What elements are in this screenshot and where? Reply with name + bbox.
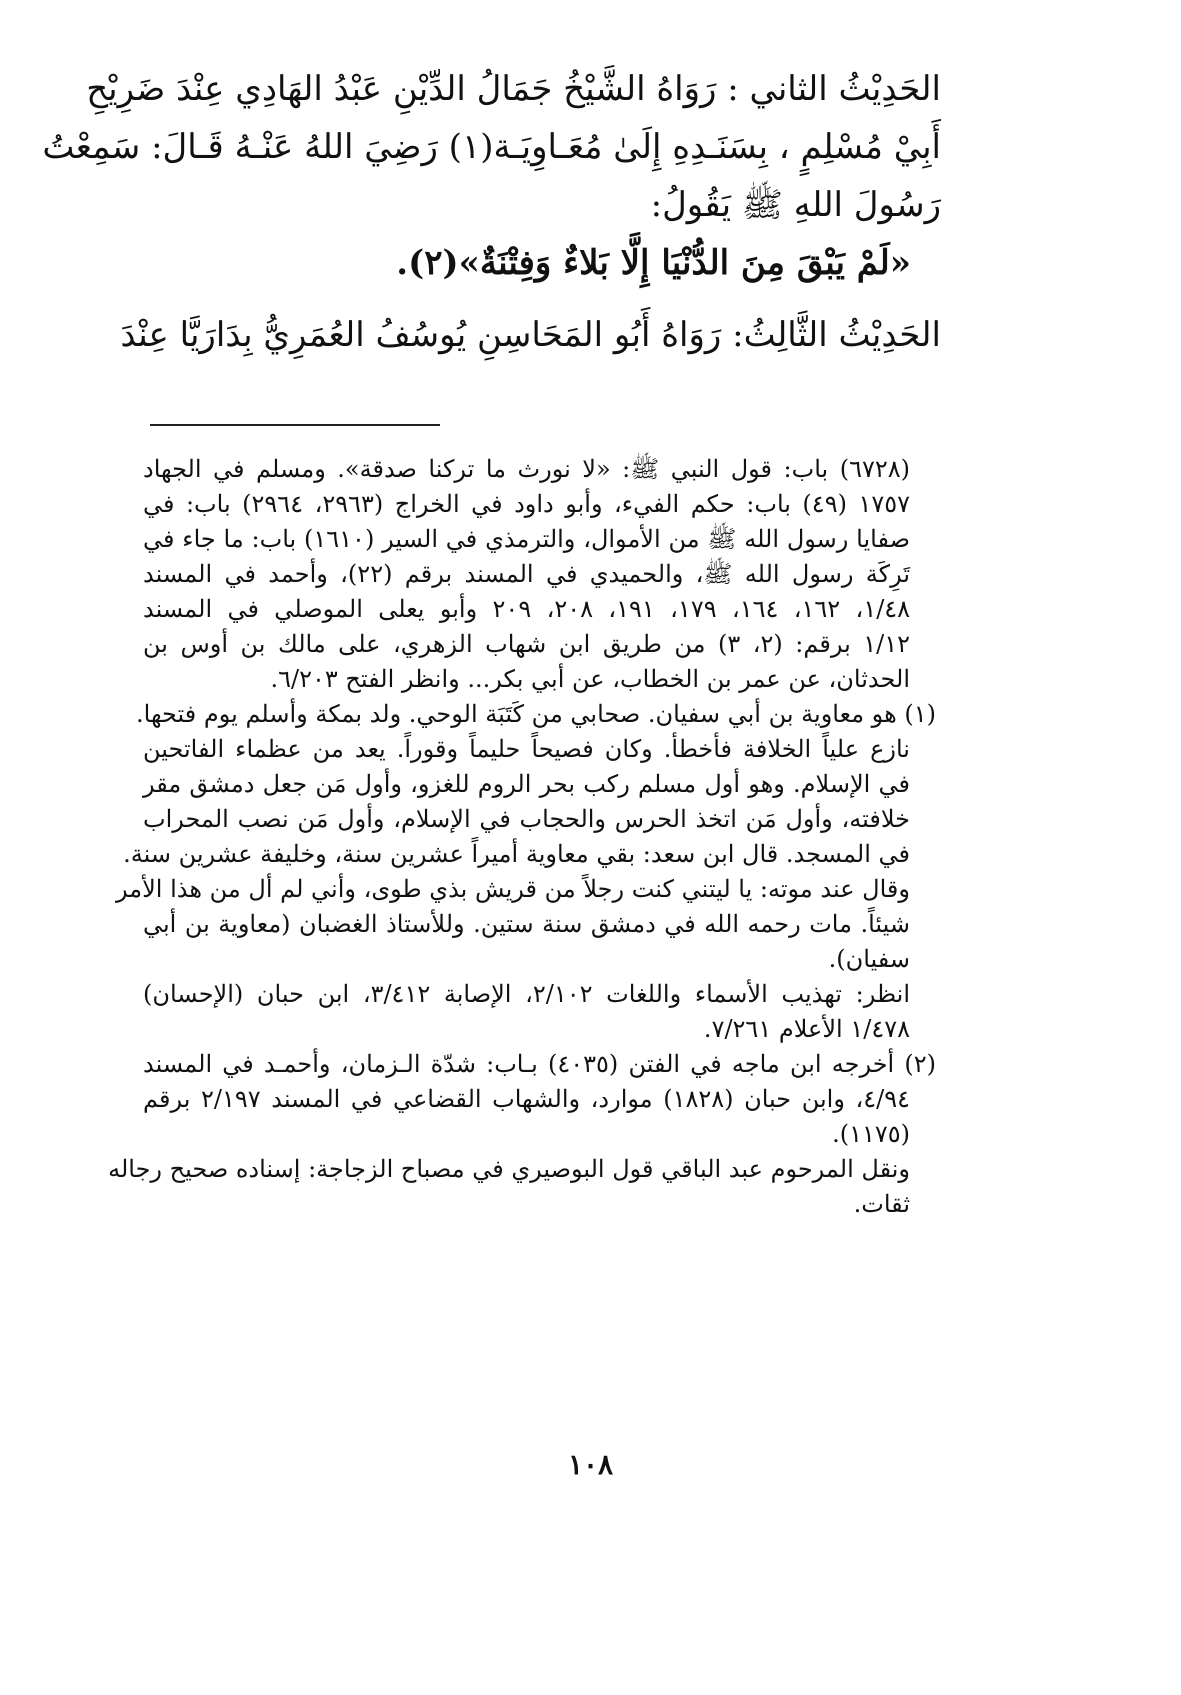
main-text	[42, 60, 941, 364]
footnote-line: سفيان).	[828, 945, 910, 973]
footnote-line: ثقات.	[853, 1190, 910, 1218]
footnote-separator	[150, 424, 440, 426]
footnote-line: وقال عند موته: يا ليتني كنت رجلاً من قريش بذي طوى، وأني لم أل من هذا الأمر	[116, 875, 910, 903]
footnote-line: (٢) أخرجه ابن ماجه في الفتن (٤٠٣٥) بـاب: شدّة الـزمان، وأحمـد في المسند	[143, 1050, 936, 1078]
footnote-line: ١٧٥٧ (٤٩) باب: حكم الفيء، وأبو داود في الخراج (٢٩٦٣، ٢٩٦٤) باب: في	[143, 490, 910, 518]
footnote-line: شيئاً. مات رحمه الله في دمشق سنة ستين. وللأستاذ الغضبان (معاوية بن أبي	[143, 910, 910, 938]
footnote-line: ١/٤٧٨ الأعلام ٧/٢٦١.	[703, 1015, 910, 1043]
footnote-line: ونقل المرحوم عبد الباقي قول البوصيري في مصباح الزجاجة: إسناده صحيح رجاله	[108, 1155, 910, 1183]
hadith-quote: «لَمْ يَبْقَ مِنَ الدُّنْيَا إِلَّا بَلاءٌ وَفِتْنَةٌ»(٢).	[396, 243, 911, 283]
footnote-line: ٤/٩٤، وابن حبان (١٨٢٨) موارد، والشهاب القضاعي في المسند ٢/١٩٧ برقم	[143, 1085, 911, 1113]
footnote-line: ١/٤٨، ١٦٢، ١٦٤، ١٧٩، ١٩١، ٢٠٨، ٢٠٩ وأبو يعلى الموصلي في المسند	[143, 595, 911, 623]
footnote-line: نازع علياً الخلافة فأخطأ. وكان فصيحاً حليماً وقوراً. يعد من عظماء الفاتحين	[143, 735, 910, 763]
footnote-line: تَرِكَة رسول الله ﷺ، والحميدي في المسند برقم (٢٢)، وأحمد في المسند	[143, 560, 910, 588]
text-line-3: رَسُولَ اللهِ ﷺ يَقُولُ:	[650, 185, 941, 225]
text-line-1: الحَدِيْثُ الثاني : رَوَاهُ الشَّيْخُ جَمَالُ الدِّيْنِ عَبْدُ الهَادِي عِنْدَ ضَرِيْحِ	[86, 69, 941, 109]
page-number: ١٠٨	[567, 1448, 614, 1481]
footnote-line: في الإسلام. وهو أول مسلم ركب بحر الروم للغزو، وأول مَن جعل دمشق مقر	[143, 770, 910, 798]
footnote-line: في المسجد. قال ابن سعد: بقي معاوية أميراً عشرين سنة، وخليفة عشرين سنة.	[123, 840, 910, 868]
footnote-line: انظر: تهذيب الأسماء واللغات ٢/١٠٢، الإصابة ٣/٤١٢، ابن حبان (الإحسان)	[143, 980, 910, 1008]
footnote-line: (١) هو معاوية بن أبي سفيان. صحابي من كَتَبَة الوحي. ولد بمكة وأسلم يوم فتحها.	[136, 700, 936, 728]
footnotes	[108, 452, 936, 1222]
third-hadith-line: الحَدِيْثُ الثَّالِثُ: رَوَاهُ أَبُو المَحَاسِنِ يُوسُفُ العُمَرِيُّ بِدَارَيَّا عِنْدَ	[120, 315, 941, 355]
footnote-line: ١/١٢ برقم: (٢، ٣) من طريق ابن شهاب الزهري، على مالك بن أوس بن	[143, 630, 911, 658]
footnote-line: (٦٧٢٨) باب: قول النبي ﷺ: «لا نورث ما تركنا صدقة». ومسلم في الجهاد	[143, 455, 910, 483]
footnote-line: (١١٧٥).	[832, 1120, 910, 1148]
footnote-line: الحدثان، عن عمر بن الخطاب، عن أبي بكر... وانظر الفتح ٦/٢٠٣.	[270, 665, 910, 693]
footnote-line: خلافته، وأول مَن اتخذ الحرس والحجاب في الإسلام، وأول مَن نصب المحراب	[143, 805, 910, 833]
footnote-line: صفايا رسول الله ﷺ من الأموال، والترمذي في السير (١٦١٠) باب: ما جاء في	[143, 525, 910, 553]
text-line-2: أَبِيْ مُسْلِمٍ ، بِسَنَـدِهِ إِلَىٰ مُعَـاوِيَـة(١) رَضِيَ اللهُ عَنْـهُ قَـالَ: سَمِعْتُ	[42, 127, 941, 167]
